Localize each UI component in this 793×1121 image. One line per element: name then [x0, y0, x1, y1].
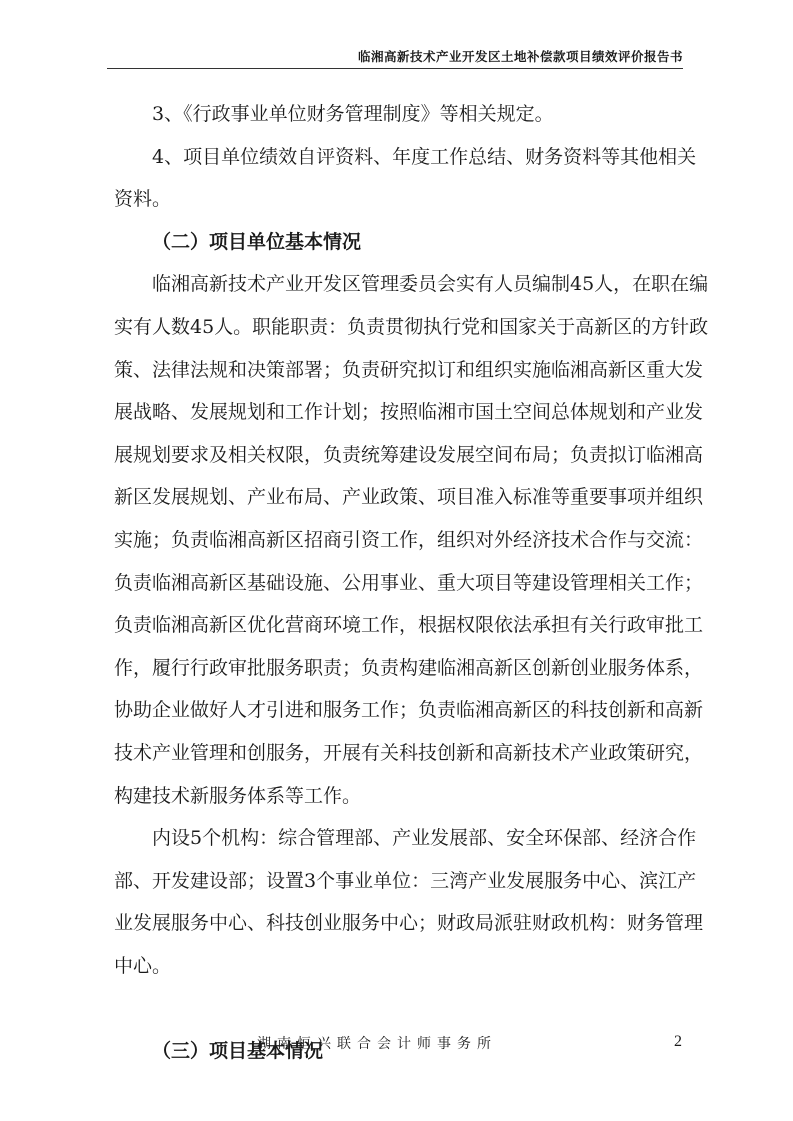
paragraph-line: 实有人数45人。职能职责：负责贯彻执行党和国家关于高新区的方针政 — [114, 315, 709, 338]
paragraph-line: 4、项目单位绩效自评资料、年度工作总结、财务资料等其他相关 — [152, 145, 697, 168]
paragraph-line: 部、开发建设部；设置3个事业单位：三湾产业发展服务中心、滨江产 — [114, 869, 697, 892]
paragraph-line: 3、《行政事业单位财务管理制度》等相关规定。 — [152, 103, 554, 125]
paragraph-line: 协助企业做好人才引进和服务工作；负责临湘高新区的科技创新和高新 — [114, 699, 704, 722]
paragraph-line: 策、法律法规和决策部署；负责研究拟订和组织实施临湘高新区重大发 — [114, 358, 704, 381]
blank-line — [114, 987, 684, 1030]
section-heading: （三）项目基本情况 — [152, 1040, 324, 1063]
paragraph-line: 作，履行行政审批服务职责；负责构建临湘高新区创新创业服务体系， — [114, 656, 704, 679]
paragraph-line: 实施；负责临湘高新区招商引资工作，组织对外经济技术合作与交流： — [114, 528, 704, 551]
paragraph-line: 临湘高新技术产业开发区管理委员会实有人员编制45人，在职在编 — [152, 273, 709, 296]
paragraph-line: 负责临湘高新区优化营商环境工作，根据权限依法承担有关行政审批工 — [114, 614, 704, 637]
paragraph-line: 业发展服务中心、科技创业服务中心；财政局派驻财政机构：财务管理 — [114, 912, 704, 935]
header-rule — [107, 68, 683, 69]
header-title: 临湘高新技术产业开发区土地补偿款项目绩效评价报告书 — [357, 49, 683, 64]
paragraph-line: 负责临湘高新区基础设施、公用事业、重大项目等建设管理相关工作； — [114, 571, 704, 594]
paragraph-line: 资料。 — [114, 188, 172, 211]
footer-organization: 湖南恒兴联合会计师事务所 — [257, 1036, 497, 1052]
body-text — [114, 93, 709, 1073]
paragraph-line: 内设5个机构：综合管理部、产业发展部、安全环保部、经济合作 — [152, 827, 697, 850]
paragraph-line: 构建技术新服务体系等工作。 — [114, 784, 362, 807]
paragraph-line: 技术产业管理和创服务，开展有关科技创新和高新技术产业政策研究， — [114, 741, 704, 764]
paragraph-line: 展规划要求及相关权限，负责统筹建设发展空间布局；负责拟订临湘高 — [114, 443, 704, 466]
paragraph-line: 中心。 — [114, 954, 172, 977]
section-heading: （二）项目单位基本情况 — [152, 230, 362, 253]
footer — [0, 1033, 793, 1057]
paragraph-line: 展战略、发展规划和工作计划；按照临湘市国土空间总体规划和产业发 — [114, 401, 704, 424]
page-number: 2 — [674, 1033, 682, 1050]
paragraph-line: 新区发展规划、产业布局、产业政策、项目准入标准等重要事项并组织 — [114, 486, 704, 509]
